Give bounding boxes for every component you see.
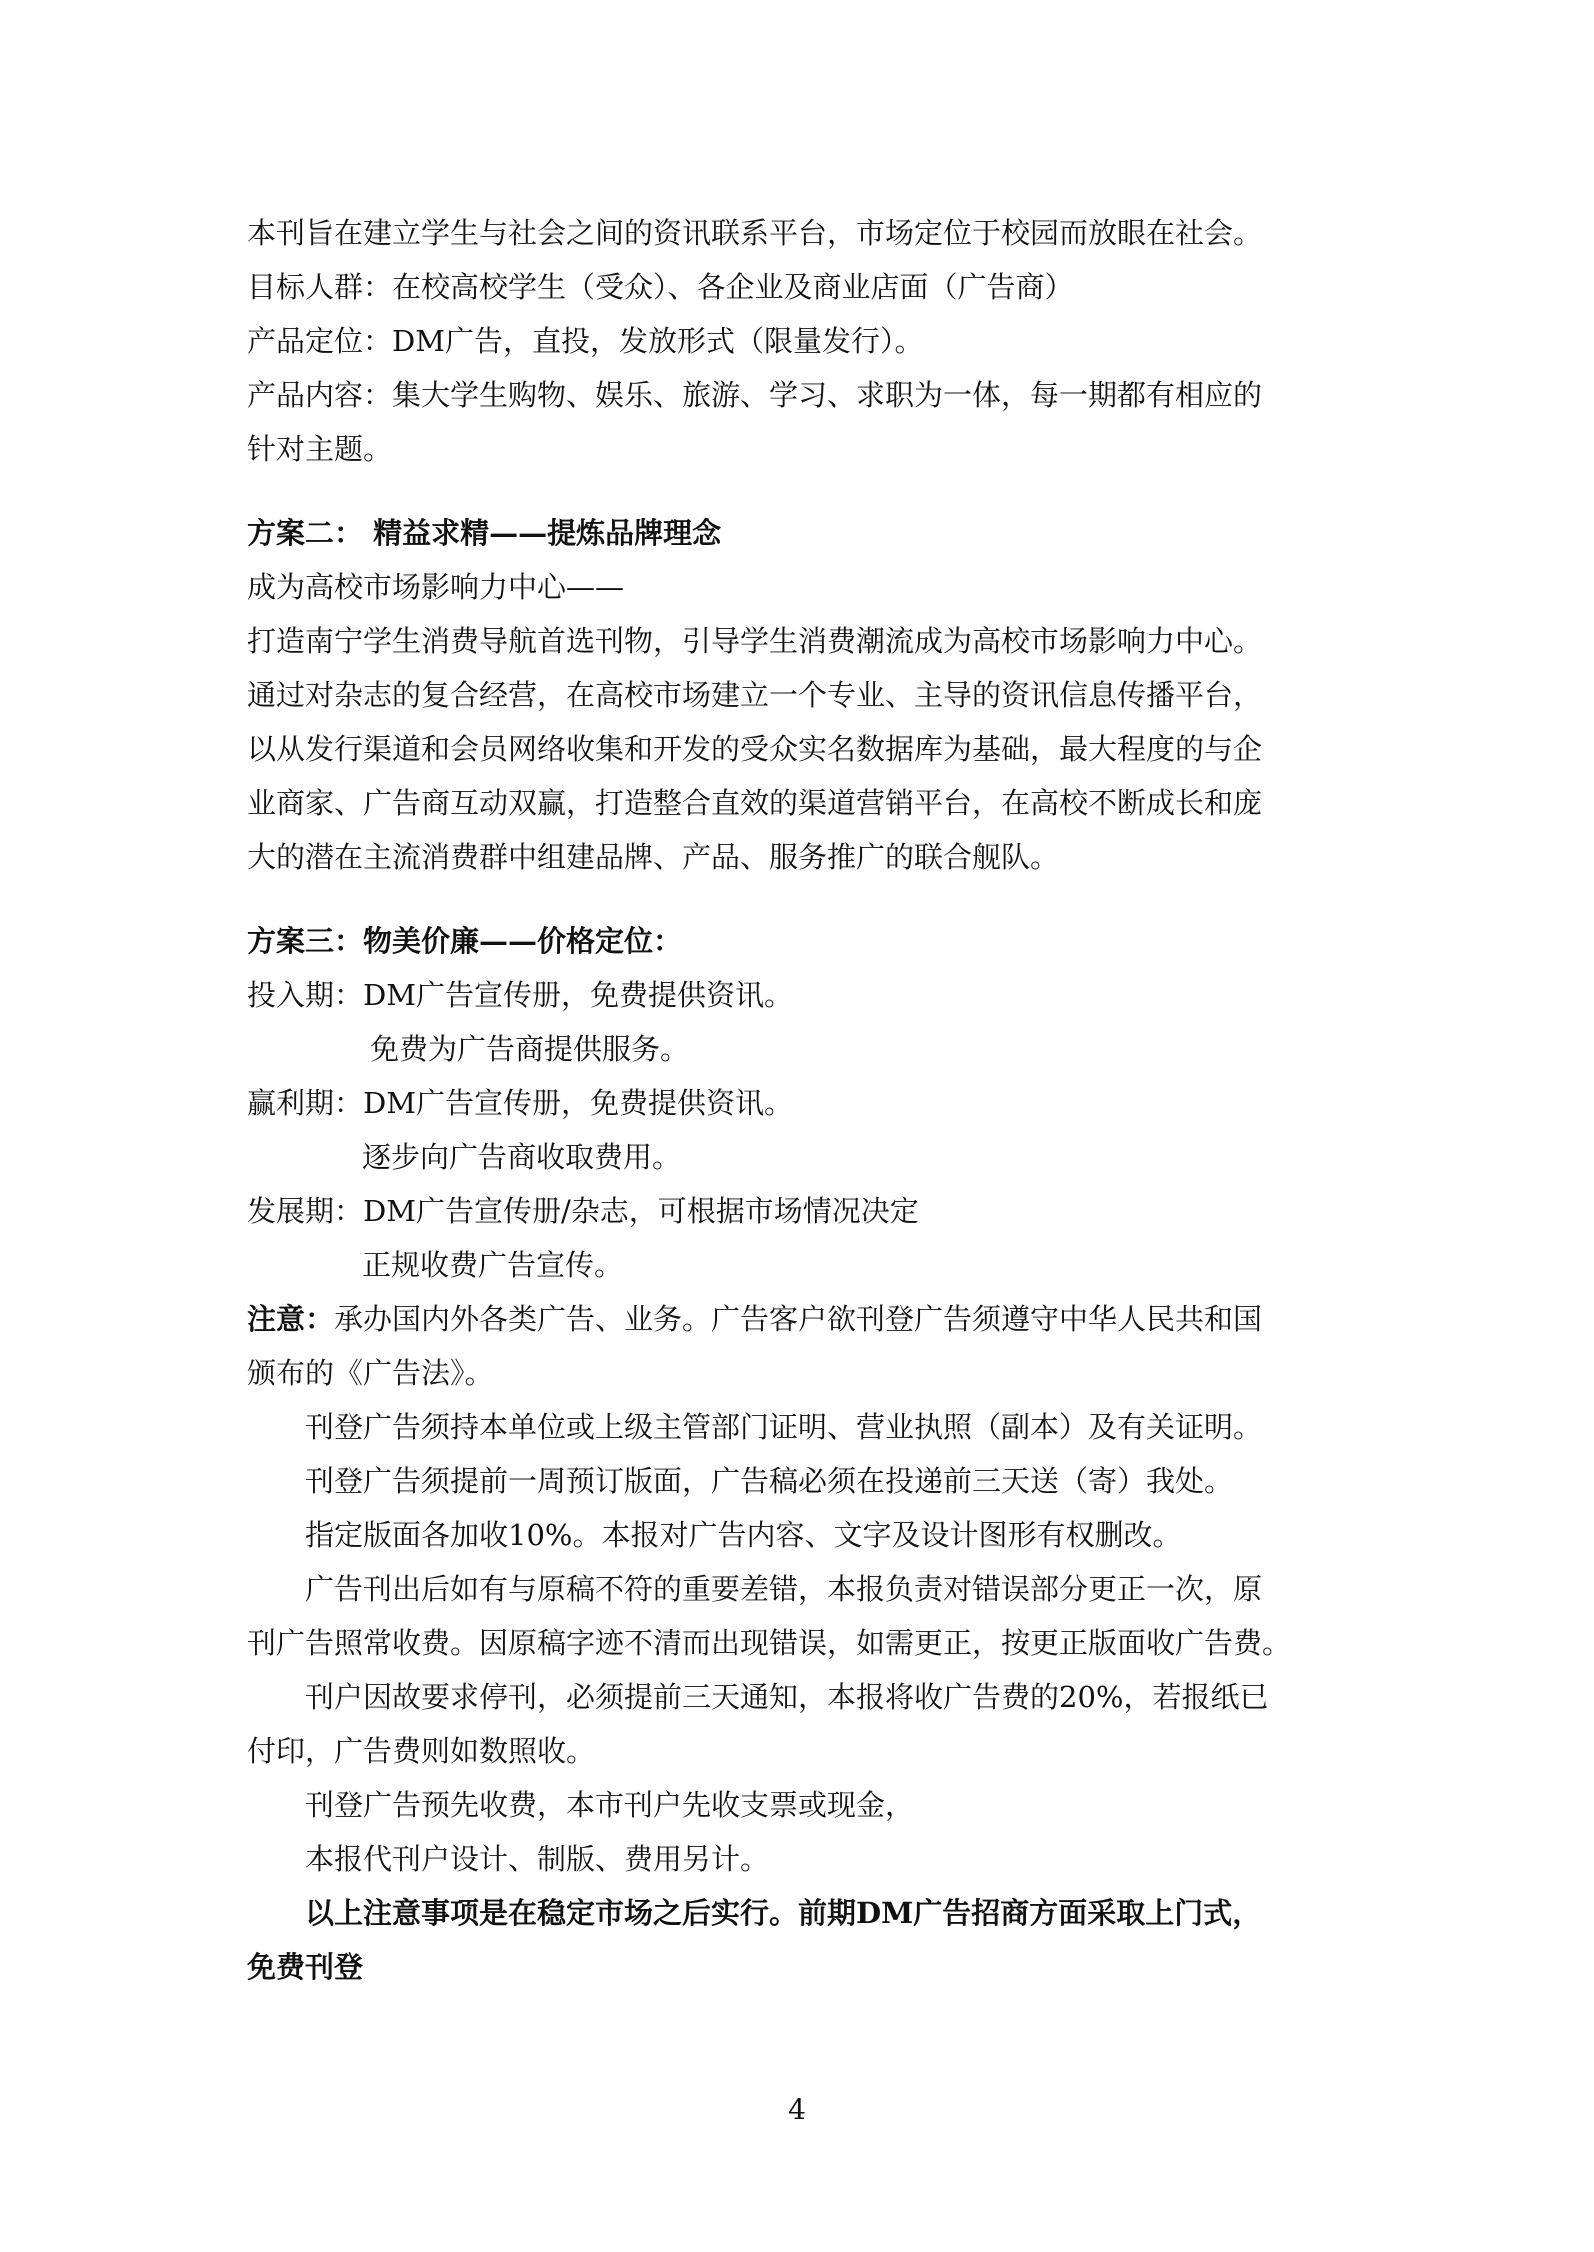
section-spacer: [247, 476, 1367, 506]
section-spacer: [247, 884, 1367, 914]
notice-item: 刊户因故要求停刊，必须提前三天通知，本报将收广告费的20%，若报纸已: [305, 1680, 1269, 1714]
notice-item-continued: 刊广告照常收费。因原稿字迹不清而出现错误，如需更正，按更正版面收广告费。: [247, 1626, 1292, 1660]
notice-label: 注意：: [247, 1302, 335, 1336]
notice-item: 刊登广告须持本单位或上级主管部门证明、营业执照（副本）及有关证明。: [305, 1410, 1263, 1444]
notice-first-line: [247, 1292, 1367, 1346]
intro-line: 目标人群：在校高校学生（受众）、各企业及商业店面（广告商）: [247, 270, 1074, 304]
notice-item: 广告刊出后如有与原稿不符的重要差错，本报负责对错误部分更正一次，原: [305, 1572, 1263, 1606]
notice-item: 指定版面各加收10%。本报对广告内容、文字及设计图形有权删改。: [305, 1518, 1182, 1552]
phase-investment: 投入期：DM广告宣传册，免费提供资讯。: [247, 978, 793, 1012]
plan-two-line: 大的潜在主流消费群中组建品牌、产品、服务推广的联合舰队。: [247, 840, 1060, 874]
plan-two-line: 通过对杂志的复合经营，在高校市场建立一个专业、主导的资讯信息传播平台，: [247, 678, 1263, 712]
phase-development-detail: 正规收费广告宣传。: [362, 1248, 624, 1282]
plan-three-section: [247, 914, 1367, 1292]
phase-profit: 赢利期：DM广告宣传册，免费提供资讯。: [247, 1086, 793, 1120]
plan-two-line: 以从发行渠道和会员网络收集和开发的受众实名数据库为基础，最大程度的与企: [247, 732, 1263, 766]
plan-two-section: [247, 506, 1367, 884]
notice-text: 承办国内外各类广告、业务。广告客户欲刊登广告须遵守中华人民共和国: [334, 1302, 1263, 1336]
plan-two-line: 业商家、广告商互动双赢，打造整合直效的渠道营销平台，在高校不断成长和庞: [247, 786, 1263, 820]
notice-item-continued: 付印，广告费则如数照收。: [247, 1734, 596, 1768]
phase-investment-detail: 免费为广告商提供服务。: [370, 1032, 690, 1066]
notice-item: 刊登广告预先收费，本市刊户先收支票或现金，: [305, 1788, 915, 1822]
plan-two-heading: 方案二： 精益求精——提炼品牌理念: [247, 516, 722, 550]
intro-line: 本刊旨在建立学生与社会之间的资讯联系平台，市场定位于校园而放眼在社会。: [247, 216, 1263, 250]
intro-section: [247, 206, 1367, 476]
phase-development: 发展期：DM广告宣传册/杂志，可根据市场情况决定: [247, 1194, 919, 1228]
notice-closing: 以上注意事项是在稳定市场之后实行。前期DM广告招商方面采取上门式，: [305, 1896, 1262, 1930]
notice-section: [247, 1292, 1367, 1994]
notice-item: 本报代刊户设计、制版、费用另计。: [305, 1842, 770, 1876]
page-body: [247, 206, 1367, 1994]
plan-two-line: 打造南宁学生消费导航首选刊物，引导学生消费潮流成为高校市场影响力中心。: [247, 624, 1263, 658]
intro-line: 针对主题。: [247, 432, 393, 466]
phase-profit-detail: 逐步向广告商收取费用。: [362, 1140, 682, 1174]
notice-closing-continued: 免费刊登: [247, 1950, 364, 1984]
plan-three-heading: 方案三：物美价廉——价格定位：: [247, 924, 683, 958]
intro-line: 产品定位：DM广告，直投，发放形式（限量发行）。: [247, 324, 924, 358]
notice-item: 刊登广告须提前一周预订版面，广告稿必须在投递前三天送（寄）我处。: [305, 1464, 1234, 1498]
page-number: 4: [788, 2093, 806, 2126]
notice-line: 颁布的《广告法》。: [247, 1356, 494, 1390]
plan-two-line: 成为高校市场影响力中心——: [247, 570, 625, 604]
intro-line: 产品内容：集大学生购物、娱乐、旅游、学习、求职为一体，每一期都有相应的: [247, 378, 1263, 412]
